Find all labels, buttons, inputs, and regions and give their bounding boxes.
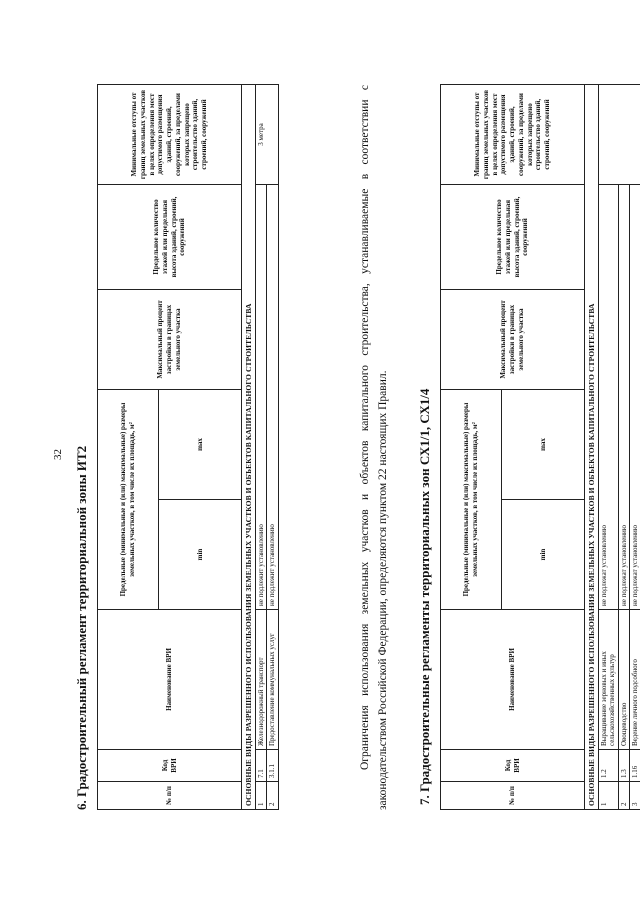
table-row — [267, 85, 278, 810]
row-value: не подлежат установлению — [618, 185, 629, 610]
row-name: Овощеводство — [618, 610, 629, 750]
header-min: min — [159, 500, 242, 610]
row-num: 2 — [267, 782, 278, 810]
header-code: Код ВРИ — [441, 750, 585, 782]
header-code: Код ВРИ — [98, 750, 242, 782]
header-setback: Минимальные отступы от границ земельных участков в целях определения мест допустимого размещения зданий, строений, сооружений, за пределами которых запрещено строительство зданий, строений, сооружений — [98, 85, 242, 185]
header-num: № п/п — [98, 782, 242, 810]
table-row — [630, 85, 640, 810]
section-6-band: ОСНОВНЫЕ ВИДЫ РАЗРЕШЕННОГО ИСПОЛЬЗОВАНИЯ ЗЕМЕЛЬНЫХ УЧАСТКОВ И ОБЪЕКТОВ КАПИТАЛЬНОГО СТРОИТЕЛЬСТВА — [242, 85, 256, 810]
section-6-table — [97, 84, 279, 810]
page-number: 32 — [52, 449, 64, 460]
row-name: Выращивание зерновых и иных сельскохозяйственных культур — [599, 610, 619, 750]
row-num: 2 — [618, 782, 629, 810]
row-name: Железнодорожный транспорт — [256, 610, 267, 750]
row-name: Предоставление коммунальных услуг — [267, 610, 278, 750]
row-setback: 3 метра — [256, 85, 279, 185]
row-value: не подлежит установлению — [267, 185, 278, 610]
section-7-table — [440, 84, 640, 810]
row-name: Ведение личного подсобного — [630, 610, 640, 750]
header-min: min — [502, 500, 585, 610]
header-name: Наименование ВРИ — [98, 610, 242, 750]
table-row — [618, 85, 629, 810]
header-max: max — [502, 390, 585, 500]
row-setback — [599, 85, 640, 185]
header-size: Предельные (минимальные и (или) максимальные) размеры земельных участков, в том числе их площадь, м² — [98, 390, 159, 610]
section-6-title: 6. Градостроительный регламент территориальной зоны ИТ2 — [74, 445, 89, 810]
row-num: 3 — [630, 782, 640, 810]
header-setback: Минимальные отступы от границ земельных участков в целях определения мест допустимого размещения зданий, строений, сооружений, за пределами которых запрещено строительство зданий, строений, сооружений — [441, 85, 585, 185]
row-num: 1 — [256, 782, 267, 810]
header-max: max — [159, 390, 242, 500]
header-size: Предельные (минимальные и (или) максимальные) размеры земельных участков, в том числе их площадь, м² — [441, 390, 502, 610]
header-num: № п/п — [441, 782, 585, 810]
header-percent: Максимальный процент застройки в границах земельного участка — [98, 290, 242, 390]
header-floors: Предельное количество этажей или предельная высота зданий, строений, сооружений — [98, 185, 242, 290]
row-code: 1.16 — [630, 750, 640, 782]
table-row — [256, 85, 267, 810]
row-code: 3.1.1 — [267, 750, 278, 782]
row-num: 1 — [599, 782, 619, 810]
row-value: не подлежат установлению — [599, 185, 619, 610]
restrictions-paragraph: Ограничения использования земельных участков и объектов капитального строительства, устанавливаемые в соответствии с законодательством Российской Федерации, определяются пунктом 22 настоящих Правил. — [359, 85, 390, 810]
table-row — [599, 85, 619, 810]
row-code: 7.1 — [256, 750, 267, 782]
row-code: 1.3 — [618, 750, 629, 782]
section-7-band: ОСНОВНЫЕ ВИДЫ РАЗРЕШЕННОГО ИСПОЛЬЗОВАНИЯ ЗЕМЕЛЬНЫХ УЧАСТКОВ И ОБЪЕКТОВ КАПИТАЛЬНОГО СТРОИТЕЛЬСТВА — [585, 85, 599, 810]
row-code: 1.2 — [599, 750, 619, 782]
header-floors: Предельное количество этажей или предельная высота зданий, строений, сооружений — [441, 185, 585, 290]
header-percent: Максимальный процент застройки в границах земельного участка — [441, 290, 585, 390]
row-value: не подлежит установлению — [256, 185, 267, 610]
section-7-title: 7. Градостроительные регламенты территориальных зон СХ1/1, СХ1/4 — [417, 388, 432, 805]
header-name: Наименование ВРИ — [441, 610, 585, 750]
row-value: не подлежат установлению — [630, 185, 640, 610]
